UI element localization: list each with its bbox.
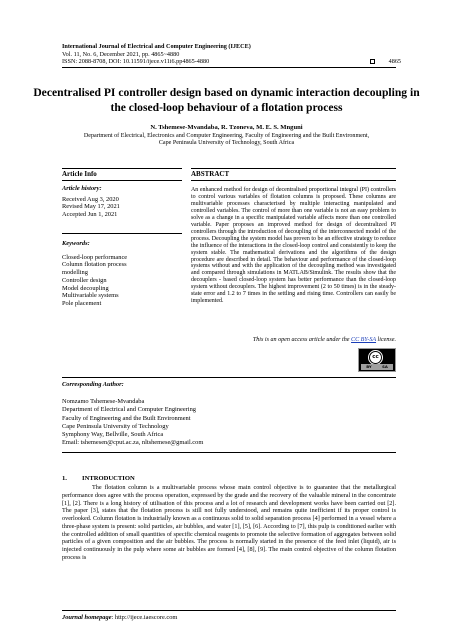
section-heading: [62, 475, 135, 483]
corresponding-line: Faculty of Engineering and the Built Environment: [62, 414, 191, 422]
square-icon: [370, 59, 375, 64]
rule: [191, 168, 396, 169]
affiliation-line: Department of Electrical, Electronics and Computer Engineering, Faculty of Engineering and the Built Environment,: [83, 133, 370, 139]
license-prefix: This is an open access article under the: [252, 337, 352, 343]
homepage-url[interactable]: : http://ijece.iaescore.com: [111, 614, 178, 621]
article-history: [62, 185, 182, 219]
section-title: INTRODUCTION: [82, 475, 135, 482]
history-item: Accepted Jun 1, 2021: [62, 211, 118, 219]
journal-name: International Journal of Electrical and Computer Engineering (IJECE): [62, 43, 251, 50]
homepage-label: Journal homepage: [62, 614, 112, 621]
rule: [62, 168, 182, 169]
affiliation: [30, 133, 423, 148]
header-rule: [62, 67, 396, 68]
corresponding-author: [62, 381, 402, 447]
keyword: Column flotation process: [62, 261, 127, 269]
page-number-block: [370, 58, 401, 66]
article-info-heading: Article Info: [62, 170, 97, 178]
corresponding-line: Symphony Way, Bellville, South Africa: [62, 431, 164, 439]
footer-rule: [62, 610, 396, 611]
rule: [62, 180, 182, 181]
corresponding-line: Department of Electrical and Computer Engineering: [62, 406, 196, 414]
corresponding-line: Cape Peninsula University of Technology: [62, 422, 169, 430]
rule: [62, 233, 182, 234]
rule: [62, 377, 396, 378]
paper-title: Decentralised PI controller design based on dynamic interaction decoupling in the closed-loop behaviour of a flotation process: [33, 86, 420, 114]
license-line: [191, 337, 396, 344]
corresponding-line: Email: tshemesen@cput.ac.za, nltshemese@gmail.com: [62, 439, 204, 447]
license-suffix: license.: [376, 337, 396, 343]
keyword: Pole placement: [62, 299, 102, 307]
page-number: 4865: [388, 58, 401, 65]
section-number: 1.: [62, 475, 67, 482]
cc-by-label: BY: [366, 364, 372, 369]
keyword: Closed-loop performance: [62, 253, 128, 261]
cc-logo-icon: cc: [369, 351, 382, 364]
affiliation-line: Cape Peninsula University of Technology, South Africa: [158, 140, 295, 147]
author-list: N. Tshemese-Mvandaba, R. Tzoneva, M. E. S. Mnguni: [150, 124, 303, 131]
history-item: Received Aug 3, 2020: [62, 195, 119, 203]
corresponding-label: Corresponding Author:: [62, 381, 124, 388]
cc-by-sa-badge[interactable]: [358, 348, 396, 372]
keyword: Controller design: [62, 276, 107, 284]
volume-info: Vol. 11, No. 6, December 2021, pp. 4865~4880: [62, 51, 180, 58]
rule: [191, 180, 396, 181]
cc-badge-labels: [361, 364, 393, 370]
abstract-heading: ABSTRACT: [191, 170, 230, 178]
keyword: Multivariable systems: [62, 292, 119, 300]
keyword: Model decoupling: [62, 284, 109, 292]
introduction-text: The flotation column is a multivariable process whose main control objective is to guarantee that the metallurgical performance does agree with the process operation, expressed by the grade and the recovery of the valuable mineral in the concentrate [1], [2]. There is a long history of utilisation of this process and a lot of research and development works have been carried out [2]. The paper [3], states that the flotation process is still not fully understood, and remains quite inefficient if its proper control is overlooked. Column flotation is industrially known as a continuous solid to solid separation process [4] performed in a vessel where a three-phase system is present: solid particles, air bubbles, and water [1], [5], [6]. According to [7], this pulp is conditioned earlier with the controlled addition of small quantities of specific chemical reagents to promote the selective formation of aggregates between solid particles of a given composition and the air bubbles. The process is normally started in the presence of the feed inlet (liquid), air is injected continuously in the pulp where some air bubbles are formed [4], [8], [9]. The main control objective of the column flotation process is: [62, 484, 397, 561]
abstract-text: An enhanced method for design of decentralised proportional integral (PI) controllers to control various variables of flotation columns is proposed. These columns are multivariable processes characterised by multiple interacting manipulated and controlled variables. The control of more than one variable is not an easy problem to solve as a change in a specific manipulated variable affects more than one controlled variable. Paper proposes an improved method for design of decentralized PI controllers through the introduction of decoupling of the interconnected model of the process. Decoupling the system model has proven to be an effective strategy to reduce the influence of the interactions in the closed-loop control and consistently to keep the system stable. The mathematical derivations and the algorithms of the design procedure are described in detail. The behaviour and performance of the closed-loop systems without and with the application of the decoupling method was investigated and compared through simulations in MATLAB/Simulink. The results show that the decouplers - based closed-loop system has better performance than the closed-loop system without decouplers. The highest improvement (2 to 50 times) is in the steady-state error and 1.2 to 7 times in the settling and rising time. Controllers can easily be implemented.: [191, 187, 396, 305]
keyword: modelling: [62, 269, 88, 277]
issn-doi: ISSN: 2088-8708, DOI: 10.11591/ijece.v11i6.pp4865-4880: [62, 58, 210, 65]
cc-by-sa-link[interactable]: CC BY-SA: [351, 337, 377, 343]
corresponding-line: Nomzamo Tshemese-Mvandaba: [62, 398, 145, 406]
journal-homepage: [62, 614, 177, 622]
history-item: Revised May 17, 2021: [62, 203, 120, 211]
cc-sa-label: SA: [382, 364, 388, 369]
keywords-label: Keywords:: [62, 240, 90, 247]
keywords: [62, 240, 182, 308]
history-label: Article history:: [62, 185, 102, 192]
rule: [62, 452, 396, 453]
